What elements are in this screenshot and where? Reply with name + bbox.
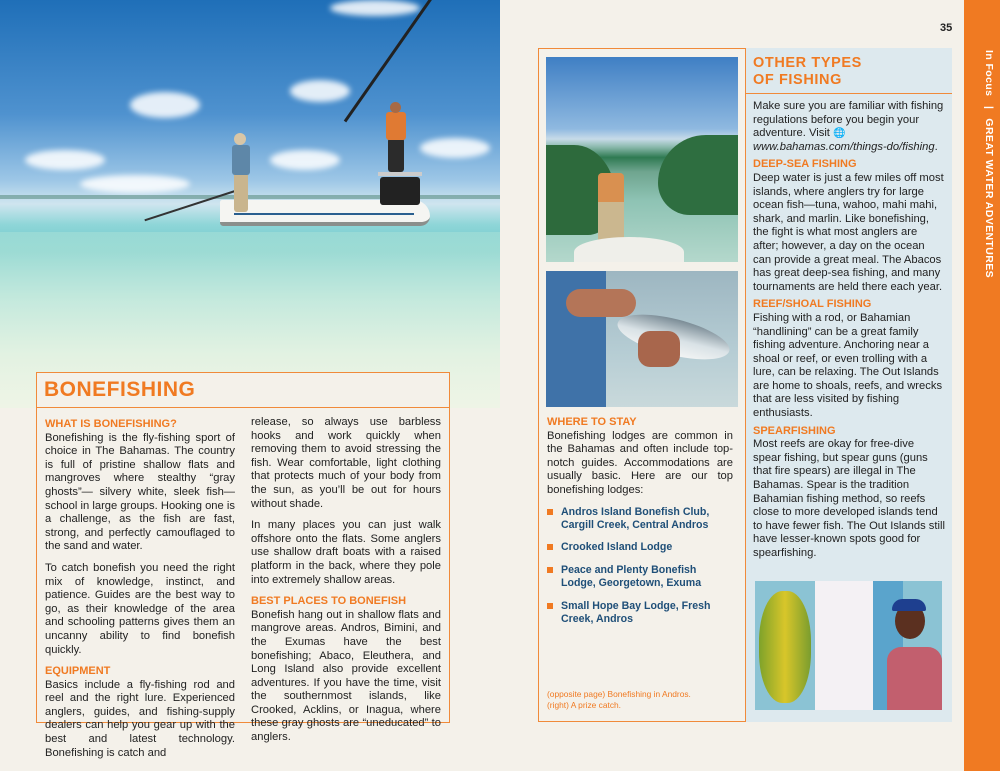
caption-line: (opposite page) Bonefishing in Andros. xyxy=(547,689,691,699)
paragraph: In many places you can just walk offshore onto the flats. Some anglers use shallow draft boats with a raised platform in the back, where they pole into extremely shallow areas. xyxy=(251,519,441,586)
title-line: OF FISHING xyxy=(753,72,842,88)
intro-end: . xyxy=(934,140,938,153)
paragraph: Most reefs are okay for free-dive spear fishing, but spear guns (guns that fire spears) are illegal in The Bahamas. Spear is the tradition Bahamian fishing method, so reefs close to more developed islands tend to have fewer fish. The Out Islands still have lesser-known spots good for spearfishing. xyxy=(753,438,945,559)
heading-spearfishing: SPEARFISHING xyxy=(753,424,836,437)
title-divider xyxy=(745,93,952,94)
side-tab-topic: GREAT WATER ADVENTURES xyxy=(983,118,995,279)
bonefishing-photo xyxy=(0,0,500,408)
heading-equipment: EQUIPMENT xyxy=(45,665,111,678)
left-column-2 xyxy=(251,416,441,753)
side-tab-separator: | xyxy=(983,105,995,110)
andros-angler-photo xyxy=(546,57,738,262)
bonefish-catch-photo xyxy=(546,271,738,407)
page-number: 35 xyxy=(940,22,953,34)
side-tab-section: In Focus xyxy=(983,50,995,97)
other-types-text xyxy=(753,100,945,565)
heading-what-is: WHAT IS BONEFISHING? xyxy=(45,418,177,430)
heading-where-to-stay: WHERE TO STAY xyxy=(547,416,637,428)
side-tab-label xyxy=(967,50,995,279)
other-types-title xyxy=(753,55,862,89)
paragraph: Fishing with a rod, or Bahamian “handlining” can be a great family fishing adventure. Anchoring near a shoal or reef, or even trolling with a lure, can be relaxing. The Out Islands are home to shoals, reefs, and wrecks that are less visited by fishing enthusiasts. xyxy=(753,311,943,420)
paragraph: Bonefish hang out in shallow flats and mangrove areas. Andros, Bimini, and the Exumas have the best bonefishing; Abaco, Eleuthera, and Long Island also provide excellent adventures. If you have the time, visit the southernmost islands, like Crooked, Acklins, or Inagua, where these gray ghosts are “uneducated” to anglers. xyxy=(251,608,441,744)
title-line: OTHER TYPES xyxy=(753,55,862,71)
web-icon: 🌐 xyxy=(833,128,846,140)
heading-reef-shoal: REEF/SHOAL FISHING xyxy=(753,298,872,311)
list-item: Andros Island Bonefish Club, Cargill Creek, Central Andros xyxy=(547,506,733,533)
photo-caption xyxy=(547,689,737,711)
section-title: BONEFISHING xyxy=(44,378,196,401)
fishing-web-link[interactable]: www.bahamas.com/things-do/fishing xyxy=(753,140,935,153)
paragraph xyxy=(753,100,945,154)
paragraph: release, so always use barbless hooks and work quickly when removing them to avoid stressing the fish. Wear comfortable, light clothing that protects much of your body from the sun, as you’ll be out for hours without shade. xyxy=(251,416,441,510)
prize-catch-photo xyxy=(755,581,942,710)
heading-deep-sea: DEEP-SEA FISHING xyxy=(753,158,857,171)
where-to-stay xyxy=(547,416,733,635)
paragraph: Bonefishing lodges are common in the Bahamas and often include top-notch guides. Accommodations are usually basic. Here are our top bonefishing lodges: xyxy=(547,429,733,496)
intro-text: Make sure you are familiar with fishing regulations before you begin your adventure. Visit xyxy=(753,100,944,140)
paragraph: To catch bonefish you need the right mix of knowledge, instinct, and patience. Guides are the best way to go, as their knowledge of the area and schooling patterns gives them an uncanny ability to find bonefish quickly. xyxy=(45,561,235,656)
paragraph: Deep water is just a few miles off most islands, where anglers try for large ocean fish—tuna, wahoo, mahi mahi, shark, and marlin. Like bonefishing, the fight is what most anglers are after; however, a day on the ocean can provide a great meal. The Abacos has great deep-sea fishing, and many tournaments are held there each year. xyxy=(753,171,944,293)
lodge-list xyxy=(547,506,733,627)
list-item: Crooked Island Lodge xyxy=(547,541,733,554)
left-column-1 xyxy=(45,416,235,768)
heading-best-places: BEST PLACES TO BONEFISH xyxy=(251,595,407,608)
paragraph: Basics include a fly-fishing rod and reel and the right lure. Experienced anglers, guides, and fishing-supply dealers can help you gear up with the best and latest technology. Bonefishing is catch and xyxy=(45,678,235,759)
list-item: Peace and Plenty Bonefish Lodge, Georgetown, Exuma xyxy=(547,564,733,591)
caption-line: (right) A prize catch. xyxy=(547,700,622,710)
list-item: Small Hope Bay Lodge, Fresh Creek, Andros xyxy=(547,600,733,627)
paragraph: Bonefishing is the fly-fishing sport of choice in The Bahamas. The country is full of pristine shallow flats and mangroves where stealthy “gray ghosts”— silvery white, sleek fish—school in large groups. Hooking one is a challenge, as the fish are fast, strong, and perfectly camouflaged to the sand and water. xyxy=(45,431,235,553)
